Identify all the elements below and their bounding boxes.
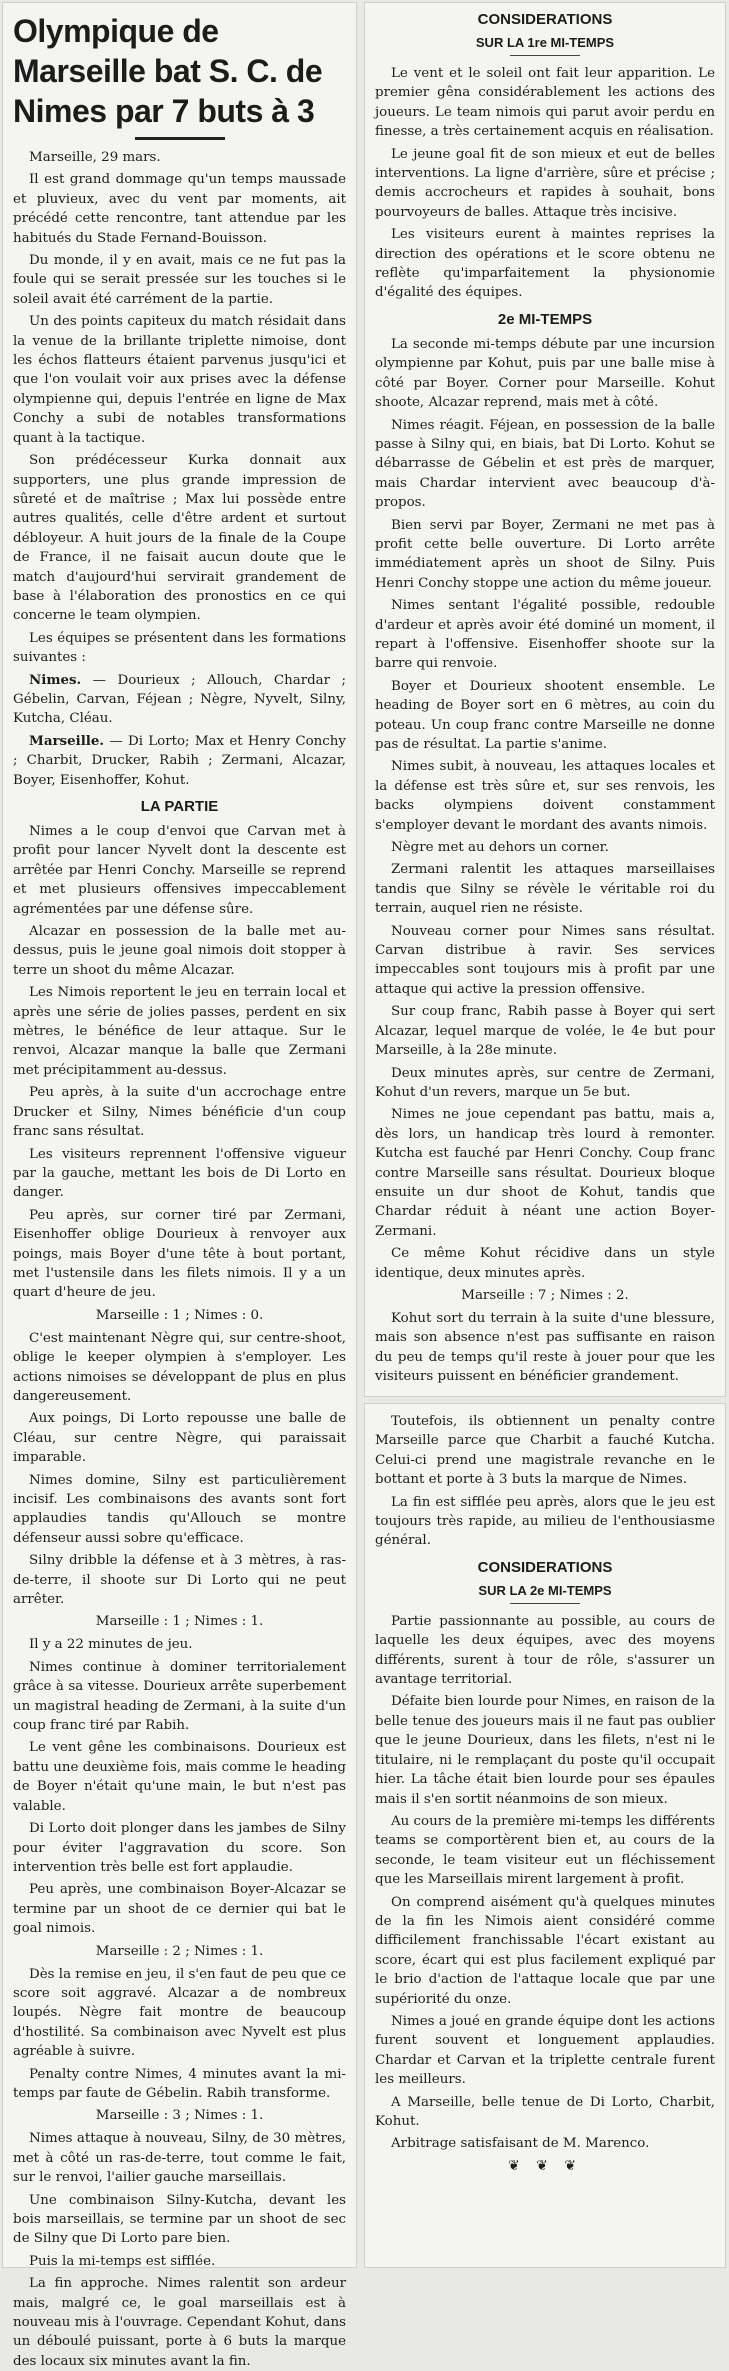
considerations-paragraph: Arbitrage satisfaisant de M. Marenco. [391,2136,650,2152]
left-column [2,2,357,2369]
partie-paragraph: Peu après, à la suite d'un accrochage entre Drucker et Silny, Nimes bénéficie d'un coup franc sans résultat. [13,1085,346,1140]
partie-block-5 [13,2129,346,2371]
formation-marseille-label: Marseille. [29,732,105,749]
partie-block-3 [13,1635,346,1938]
partie-paragraph: Aux poings, Di Lorto repousse une balle de Cléau, sur centre Nègre, qui paraissait imparable. [13,1411,346,1466]
mitemps-paragraph: Zermani ralentit les attaques marseillaises tandis que Silny se révèle le véritable roi du terrain, auquel rien ne résiste. [375,862,715,917]
partie-paragraph: Peu après, sur corner tiré par Zermani, Eisenhoffer oblige Dourieux à renvoyer aux poings, mais Boyer d'une tête à bout portant, met l'ustensile dans les filets nimois. Il y a un quart d'heure de jeu. [13,1207,346,1301]
intro-paragraph: Il est grand dommage qu'un temps maussade et pluvieux, avec du vent par moments, ait précédé cette rencontre, tant attendue par les habitués du Stade Fernand-Bouisson. [13,172,346,246]
partie-paragraph: Nimes attaque à nouveau, Silny, de 30 mètres, met à côté un ras-de-terre, tout comme le fait, sur le renvoi, l'ailier gauche marseillais. [13,2131,346,2186]
end-ornament: ❦ ❦ ❦ [507,2157,583,2174]
mitemps-2-body-2 [375,1309,715,1387]
partie-paragraph: Alcazar en possession de la balle met au-dessus, puis le jeune goal nimois doit stopper à terre un shoot du même Alcazar. [13,924,346,978]
mitemps-paragraph: Boyer et Dourieux shootent ensemble. Le heading de Boyer sort en 6 mètres, au coin du poteau. Un coup franc contre Marseille ne donne pas de résultat. La partie s'anime. [375,678,715,752]
mitemps-paragraph: Nimes sentant l'égalité possible, redouble d'ardeur et après avoir été dominé un moment, il repart à l'offensive. Eisenhoffer shoote sur la barre qui renvoie. [375,598,715,672]
mitemps-paragraph: Nouveau corner pour Nimes sans résultat. Carvan distribue à ravir. Ses services impeccables sont toujours mis à profit par une attaque qui active la pression offensive. [375,923,715,997]
considerations-paragraph: Le jeune goal fit de son mieux et eut de belles interventions. La ligne d'arrière, sûre et précise ; demis accrocheurs et rapides à souhait, bons pourvoyeurs de balles. Attaque très incisive. [375,146,715,220]
partie-paragraph: Peu après, une combinaison Boyer-Alcazar se termine par un shoot de ce dernier qui bat le goal nimois. [13,1882,346,1937]
considerations-paragraph: A Marseille, belle tenue de Di Lorto, Charbit, Kohut. [375,2094,715,2129]
section-title-considerations-1: CONSIDERATIONS [477,11,613,28]
partie-paragraph: La fin approche. Nimes ralentit son ardeur mais, malgré ce, le goal marseillais est à nouveau mis à l'ouvrage. Cependant Kohut, dans un déboulé puissant, porte à 6 buts la marque des locaux six minutes avant la fin. [13,2276,346,2369]
partie-paragraph: Nimes domine, Silny est particulièrement incisif. Les combinaisons des avants sont fort applaudies tandis qu'Allouch se montre défenseur aussi sobre qu'efficace. [13,1472,346,1546]
score-line: Marseille : 7 ; Nimes : 2. [461,1287,629,1303]
fin-paragraph: La fin est sifflée peu après, alors que le jeu est toujours très rapide, au milieu de l'enthousiasme général. [375,1494,715,1549]
mitemps-paragraph: La seconde mi-temps débute par une incursion olympienne par Kohut, puis par une balle mise à côté par Boyer. Corner pour Marseille. Kohut shoote, Alcazar reprend, mais met à côté. [375,336,715,411]
formation-marseille-lineup: — Di Lorto; Max et Henry Conchy ; Charbit, Drucker, Rabih ; Zermani, Alcazar, Boyer, Eisenhoffer, Kohut. [13,733,346,788]
partie-paragraph: Nimes a le coup d'envoi que Carvan met à profit pour lancer Nyvelt dont la descente est arrêtée par Henri Conchy. Marseille se reprend et met plusieurs offensives impeccablement agrémentées par une défense sûre. [13,824,346,917]
mitemps-paragraph: Ce même Kohut récidive dans un style identique, deux minutes après. [375,1246,715,1281]
score-line: Marseille : 3 ; Nimes : 1. [95,2108,264,2124]
partie-paragraph: Les Nimois reportent le jeu en terrain local et après une série de jolies passes, perdent en six mètres, le bénéfice de leur attaque. Sur le renvoi, Alcazar manque la balle que Zermani met précipitamment au-dessus. [13,985,346,1078]
considerations-paragraph: Partie passionnante au possible, au cours de laquelle les deux équipes, avec des moyens différents, surent à tour de rôle, s'assurer un avantage territorial. [375,1613,715,1688]
right-column-top [364,2,726,1397]
partie-paragraph: Les visiteurs reprennent l'offensive vigueur par la gauche, mettant les bois de Di Lorto en danger. [13,1146,346,1201]
intro-paragraph: Les équipes se présentent dans les formations suivantes : [13,630,346,666]
mitemps-paragraph: Nimes ne joue cependant pas battu, mais a, dès lors, un handicap très lourd à remonter. Kutcha est fauché par Henri Conchy. Coup franc contre Marseille sans résultat. Dourieux bloque ensuite un dur shoot de Kohut, tandis que Chardar réduit à néant une action Boyer-Zermani. [375,1107,715,1239]
considerations-paragraph: Le vent et le soleil ont fait leur apparition. Le premier gêna considérablement les actions des joueurs. Le team nimois qui parut avoir perdu en finesse, a très certainement acquis en réalisation. [375,66,715,140]
score-line: Marseille : 1 ; Nimes : 0. [95,1307,264,1323]
partie-paragraph: Silny dribble la défense et à 3 mètres, à ras-de-terre, il shoote sur Di Lorto qui ne peut arrêter. [13,1553,346,1608]
headline-rule [135,137,225,140]
mitemps-paragraph: Kohut sort du terrain à la suite d'une blessure, mais son absence n'est pas suffisante en raison du peu de temps qu'il reste à jouer pour que les visiteurs puissent en bénéficier grandement. [375,1310,715,1385]
partie-paragraph: Une combinaison Silny-Kutcha, devant les bois marseillais, se termine par un shoot de sec de Silny que Di Lorto pare bien. [13,2192,346,2247]
mitemps-2-body [375,335,715,1283]
section-subtitle-considerations-2: SUR LA 2e MI-TEMPS [478,1582,612,1598]
considerations-paragraph: Au cours de la première mi-temps les différents teams se comportèrent bien et, au cours de la seconde, le team visiteur eut un fléchissement que les Marseillais mirent largement à profit. [375,1813,715,1888]
section-subtitle-considerations-1: SUR LA 1re MI-TEMPS [475,35,615,50]
intro-paragraph: Un des points capiteux du match résidait dans la venue de la brillante triplette nimoise, dont les échos flatteurs étaient parvenus jusqu'ici et que l'on voulait voir aux prises avec la défense olympienne qui, depuis l'entrée en ligne de Max Conchy a subi de notables transformations quant à la tactique. [13,314,346,446]
mitemps-paragraph: Bien servi par Boyer, Zermani ne met pas à profit cette belle ouverture. Di Lorto arrête immédiatement après un shoot de Silny. Puis Henri Conchy stoppe une action du même joueur. [375,517,715,591]
formation-nimes [13,671,346,729]
partie-block-4 [13,1965,346,2104]
partie-paragraph: Il y a 22 minutes de jeu. [29,1637,193,1653]
partie-paragraph: Puis la mi-temps est sifflée. [29,2253,216,2269]
intro-paragraph: Du monde, il y en avait, mais ce ne fut pas la foule qui se serait pressée sur les touches si le soleil avait été carrément de la partie. [13,253,346,307]
partie-paragraph: Nimes continue à dominer territorialement grâce à sa vitesse. Dourieux arrête superbement un magistral heading de Zermani, à la suite d'un coup franc tiré par Rabih. [13,1659,346,1734]
considerations-paragraph: On comprend aisément qu'à quelques minutes de la fin les Nimois aient considéré comme difficilement franchissable l'écart existant au score, écart qui est plus facilement expliqué par le brio d'action de l'attaque locale que par une supériorité du onze. [375,1894,715,2007]
mitemps-paragraph: Nimes réagit. Féjean, en possession de la balle passe à Silny qui, en biais, bat Di Lorto. Kohut se débarrasse de Gébelin et est près de marquer, mais Chardar intervient avec beaucoup d'à-propos. [375,417,715,511]
considerations-paragraph: Défaite bien lourde pour Nimes, en raison de la belle tenue des joueurs mais il ne faut pas oublier que le jeune Dourieux, dans les filets, n'est ni le titulaire, ni le remplaçant du poste qu'il occupait hier. La tâche était bien lourde pour ses épaules mais il s'en sortit néanmoins de son mieux. [375,1694,715,1807]
mitemps-paragraph: Deux minutes après, sur centre de Zermani, Kohut d'un revers, marque un 5e but. [375,1065,715,1100]
fin-body [375,1412,715,1551]
formation-nimes-lineup: — Dourieux ; Allouch, Chardar ; Gébelin, Carvan, Féjean ; Nègre, Nyvelt, Silny, Kutcha, Cléau. [13,672,346,727]
score-line: Marseille : 1 ; Nimes : 1. [95,1614,264,1630]
section-rule [510,55,580,56]
partie-paragraph: Dès la remise en jeu, il s'en faut de peu que ce score soit aggravé. Alcazar a de nombreux loupés. Nègre fait montre de beaucoup d'hostilité. Sa combinaison avec Nyvelt est plus agréable à suivre. [13,1966,347,2060]
headline: Olympique de Marseille bat S. C. de Nimes par 7 buts à 3 [13,13,323,129]
considerations-2-body [375,1612,715,2154]
formations [13,671,346,790]
intro-paragraph: Son prédécesseur Kurka donnait aux supporters, une plus grande impression de sûreté et de maîtrise ; Max lui possède entre autres qualités, celle d'être ardent et surtout débloyeur. A huit jours de la finale de la Coupe de France, il ne faisait aucun doute que le match d'aujourd'hui servirait grandement de base à l'élaboration des pronostics en ce qui concerne le team olympien. [13,453,346,624]
section-title-considerations-2: CONSIDERATIONS [477,1558,613,1576]
partie-block-1 [13,822,346,1303]
fin-paragraph: Toutefois, ils obtiennent un penalty contre Marseille parce que Charbit a fauché Kutcha. Celui-ci prend une magistrale revanche en le bottant et porte à 3 buts la marque de Nimes. [375,1414,715,1488]
right-column-bottom [364,1403,726,2268]
partie-paragraph: C'est maintenant Nègre qui, sur centre-shoot, oblige le keeper olympien à s'employer. Les actions nimoises se développant de plus en plus dangereusement. [13,1330,346,1404]
section-title-partie: LA PARTIE [140,798,219,815]
score-line: Marseille : 2 ; Nimes : 1. [95,1943,264,1959]
mitemps-paragraph: Nègre met au dehors un corner. [391,840,609,856]
formation-marseille [13,732,346,790]
formation-nimes-label: Nimes. [29,671,82,688]
intro-paragraph: Marseille, 29 mars. [29,150,161,165]
section-title-mitemps-2: 2e MI-TEMPS [497,310,593,328]
partie-paragraph: Penalty contre Nimes, 4 minutes avant la mi-temps par faute de Gébelin. Rabih transforme. [13,2066,346,2101]
intro [13,148,346,668]
section-rule [510,1603,580,1604]
considerations-paragraph: Nimes a joué en grande équipe dont les actions furent souvent et longuement applaudies. Chardar et Carvan et la triplette centrale furent les meilleurs. [375,2013,715,2088]
considerations-paragraph: Les visiteurs eurent à maintes reprises la direction des opérations et le score obtenu ne reflète qu'imparfaitement la physionomie d'égalité des équipes. [375,227,715,301]
mitemps-paragraph: Nimes subit, à nouveau, les attaques locales et la défense est très sûre et, sur ses renvois, les backs olympiens doivent constamment s'employer devant le mordant des avants nimois. [375,759,715,833]
partie-paragraph: Di Lorto doit plonger dans les jambes de Silny pour éviter l'aggravation du score. Son intervention très belle est fort applaudie. [13,1821,346,1875]
partie-block-2 [13,1329,346,1610]
considerations-1-body [375,64,715,303]
mitemps-paragraph: Sur coup franc, Rabih passe à Boyer qui sert Alcazar, lequel marque de volée, le 4e but pour Marseille, à la 28e minute. [375,1004,715,1059]
partie-paragraph: Le vent gêne les combinaisons. Dourieux est battu une deuxième fois, mais comme le heading de Boyer n'était qu'une main, le but n'est pas valable. [13,1740,346,1814]
